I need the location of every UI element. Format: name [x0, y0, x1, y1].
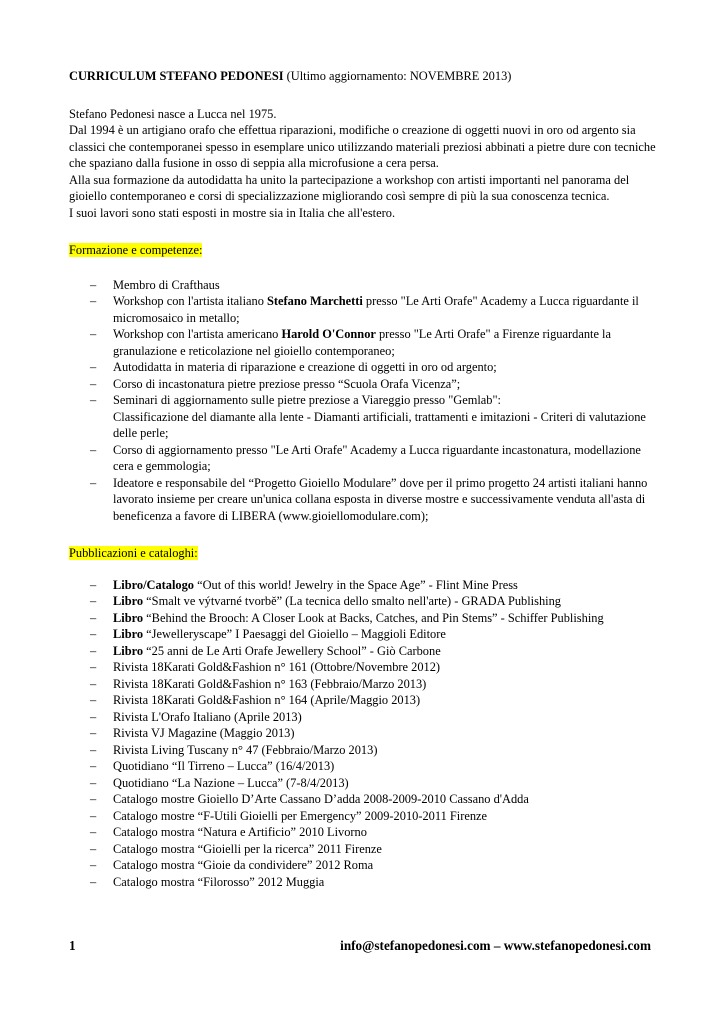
item-text: “Behind the Brooch: A Closer Look at Backs, Catches, and Pin Stems” - Schiffer Publishing — [143, 610, 604, 625]
item-text: Workshop con l'artista americano — [113, 327, 282, 341]
item-text: Ideatore e responsabile del “Progetto Gioiello Modulare” dove per il primo progetto 24 artisti italiani hanno lavorato insieme per creare un'unica collana esposta in diverse mostre e successivamente venduta all'asta di beneficenza a favore di LIBERA (www.gioiellomodulare.com); — [113, 475, 648, 523]
list-item — [69, 277, 659, 294]
dash-bullet: – — [90, 610, 97, 625]
list-item — [69, 676, 659, 693]
page-number: 1 — [69, 938, 76, 953]
publication-type: Libro — [113, 627, 144, 641]
list-item — [69, 659, 659, 676]
bio-paragraph: I suoi lavori sono stati esposti in mostre sia in Italia che all'estero. — [69, 205, 396, 220]
item-text: Catalogo mostre Gioiello D’Arte Cassano D’adda 2008-2009-2010 Cassano d'Adda — [113, 792, 529, 806]
formazione-list — [69, 277, 659, 525]
document-page — [69, 68, 659, 890]
item-text: Rivista 18Karati Gold&Fashion n° 163 (Febbraio/Marzo 2013) — [113, 676, 427, 691]
dash-bullet: – — [90, 277, 97, 292]
list-item — [69, 643, 659, 660]
pubblicazioni-heading — [69, 545, 659, 562]
item-text: Quotidiano “La Nazione – Lucca” (7-8/4/2013) — [113, 775, 349, 790]
item-text: Rivista L'Orafo Italiano (Aprile 2013) — [113, 709, 302, 724]
item-text: Rivista 18Karati Gold&Fashion n° 164 (Aprile/Maggio 2013) — [113, 693, 421, 707]
item-text: Catalogo mostra “Filorosso” 2012 Muggia — [113, 874, 325, 889]
list-item — [69, 742, 659, 759]
dash-bullet: – — [90, 594, 97, 608]
formazione-heading-text: Formazione e competenze: — [69, 243, 203, 257]
list-item — [69, 326, 659, 359]
item-text: presso "Le Arti Orafe" Academy a Lucca riguardante il micromosaico in metallo; — [113, 294, 639, 325]
dash-bullet: – — [90, 660, 97, 674]
list-item — [69, 841, 659, 858]
list-item — [69, 775, 659, 792]
item-text: Rivista VJ Magazine (Maggio 2013) — [113, 726, 295, 740]
formazione-heading — [69, 242, 659, 259]
item-text: Workshop con l'artista italiano — [113, 294, 268, 308]
dash-bullet: – — [90, 825, 97, 839]
contact-info: info@stefanopedonesi.com – www.stefanopedonesi.com — [340, 938, 651, 953]
bio-paragraph: Stefano Pedonesi nasce a Lucca nel 1975. — [69, 106, 277, 121]
item-text: “Jewelleryscape” I Paesaggi del Gioiello – Maggioli Editore — [143, 627, 446, 641]
publication-type: Libro — [113, 643, 144, 658]
bio-paragraph: Alla sua formazione da autodidatta ha unito la partecipazione a workshop con artisti importanti nel panorama del gioiello contemporaneo e corsi di specializzazione migliorando così sempre di più la sua conoscenza tecnica. — [69, 172, 630, 203]
list-item — [69, 610, 659, 627]
list-item — [69, 857, 659, 874]
dash-bullet: – — [90, 577, 97, 592]
list-item — [69, 874, 659, 891]
title-name: CURRICULUM STEFANO PEDONESI — [69, 69, 284, 83]
item-text: Corso di aggiornamento presso "Le Arti Orafe" Academy a Lucca riguardante incastonatura, modellazione cera e gemmologia; — [113, 442, 641, 473]
list-item — [69, 577, 659, 594]
dash-bullet: – — [90, 858, 97, 872]
publication-type: Libro — [113, 610, 144, 625]
dash-bullet: – — [90, 327, 97, 341]
dash-bullet: – — [90, 759, 97, 773]
bio-paragraph: Dal 1994 è un artigiano orafo che effettua riparazioni, modifiche o creazione di oggetti nuovi in oro od argento sia classici che contemporanei spesso in esemplare unico utilizzando materiali preziosi abbinati a pietre dure con tecniche che spaziano dalla fusione in osso di seppia alla microfusione a cera persa. — [69, 123, 656, 170]
dash-bullet: – — [90, 742, 97, 757]
item-text: Catalogo mostre “F-Utili Gioielli per Emergency” 2009-2010-2011 Firenze — [113, 808, 488, 823]
list-item — [69, 442, 659, 475]
item-subtext: Classificazione del diamante alla lente - Diamanti artificiali, trattamenti e imitazioni - Criteri di valutazione delle perle; — [113, 409, 646, 440]
list-item — [69, 824, 659, 841]
dash-bullet: – — [90, 360, 97, 374]
dash-bullet: – — [90, 775, 97, 790]
list-item — [69, 359, 659, 376]
list-item — [69, 758, 659, 775]
item-text: “Smalt ve výtvarné tvorbě” (La tecnica dello smalto nell'arte) - GRADA Publishing — [143, 594, 561, 608]
list-item — [69, 376, 659, 393]
item-text: Rivista Living Tuscany n° 47 (Febbraio/Marzo 2013) — [113, 742, 378, 757]
item-text: Corso di incastonatura pietre preziose presso “Scuola Orafa Vicenza”; — [113, 376, 461, 391]
item-text: “Out of this world! Jewelry in the Space Age” - Flint Mine Press — [194, 577, 518, 592]
item-text: Quotidiano “Il Tirreno – Lucca” (16/4/2013) — [113, 759, 335, 773]
item-text: Rivista 18Karati Gold&Fashion n° 161 (Ottobre/Novembre 2012) — [113, 660, 441, 674]
dash-bullet: – — [90, 693, 97, 707]
dash-bullet: – — [90, 874, 97, 889]
dash-bullet: – — [90, 792, 97, 806]
list-item — [69, 475, 659, 525]
publication-type: Libro/Catalogo — [113, 577, 195, 592]
list-item — [69, 791, 659, 808]
item-text: Autodidatta in materia di riparazione e creazione di oggetti in oro od argento; — [113, 360, 497, 374]
list-item — [69, 808, 659, 825]
item-text: Catalogo mostra “Natura e Artificio” 2010 Livorno — [113, 825, 367, 839]
list-item — [69, 293, 659, 326]
list-item — [69, 593, 659, 610]
dash-bullet: – — [90, 643, 97, 658]
item-text: Seminari di aggiornamento sulle pietre preziose a Viareggio presso "Gemlab": — [113, 393, 501, 407]
item-text: “25 anni de Le Arti Orafe Jewellery School” - Giò Carbone — [143, 643, 441, 658]
dash-bullet: – — [90, 709, 97, 724]
artist-name: Stefano Marchetti — [267, 294, 363, 308]
dash-bullet: – — [90, 294, 97, 308]
dash-bullet: – — [90, 627, 97, 641]
dash-bullet: – — [90, 841, 97, 856]
list-item — [69, 709, 659, 726]
item-text: Membro di Crafthaus — [113, 277, 220, 292]
dash-bullet: – — [90, 376, 97, 391]
item-text: presso "Le Arti Orafe" a Firenze riguardante la granulazione e reticolazione nel gioiello contemporaneo; — [113, 327, 612, 358]
dash-bullet: – — [90, 808, 97, 823]
artist-name: Harold O'Connor — [281, 327, 376, 341]
dash-bullet: – — [90, 726, 97, 740]
document-title — [69, 68, 659, 85]
list-item — [69, 692, 659, 709]
item-text: Catalogo mostra “Gioielli per la ricerca” 2011 Firenze — [113, 841, 382, 856]
list-item — [69, 725, 659, 742]
item-text: Catalogo mostra “Gioie da condividere” 2012 Roma — [113, 858, 374, 872]
dash-bullet: – — [90, 676, 97, 691]
list-item — [69, 392, 659, 442]
publication-type: Libro — [113, 594, 144, 608]
pubblicazioni-list — [69, 577, 659, 891]
pubblicazioni-heading-text: Pubblicazioni e cataloghi: — [69, 546, 198, 560]
dash-bullet: – — [90, 442, 97, 457]
title-update-note: (Ultimo aggiornamento: NOVEMBRE 2013) — [283, 69, 512, 83]
list-item — [69, 626, 659, 643]
bio-section — [69, 106, 659, 222]
dash-bullet: – — [90, 393, 97, 407]
dash-bullet: – — [90, 475, 97, 490]
